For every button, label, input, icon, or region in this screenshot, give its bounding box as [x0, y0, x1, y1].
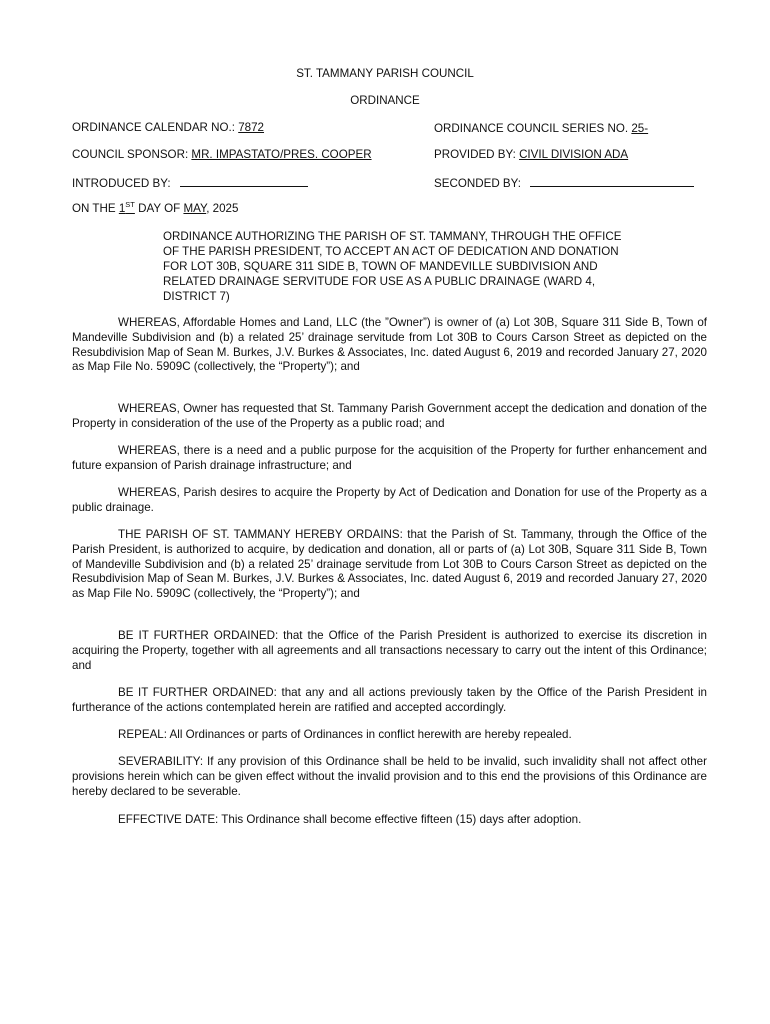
seconded-label: SECONDED BY: — [434, 177, 521, 190]
date-year: , 2025 — [206, 202, 239, 215]
calendar-number — [72, 121, 264, 134]
paragraph-whereas-1: WHEREAS, Affordable Homes and Land, LLC (the ”Owner”) is owner of (a) Lot 30B, Square 311 Side B, Town of Mandeville Subdivision and (b) a related 25’ drainage servitude from Lot 30B to Cours Carson Street as depicted on the Resubdivision Map of Sean M. Burkes, J.V. Burkes & Associates, Inc. dated August 6, 2019 and recorded January 27, 2020 as Map File No. 5909C (collectively, the “Property”); and — [72, 316, 707, 374]
series-number — [434, 121, 686, 135]
introduced-blank-line — [180, 175, 308, 187]
seconded-by — [434, 175, 694, 190]
adoption-date: ON THE 1ST DAY OF MAY, 2025 — [72, 200, 239, 215]
paragraph-further-ordained-1: BE IT FURTHER ORDAINED: that the Office of the Parish President is authorized to exercise its discretion in acquiring the Property, together with all agreements and all transactions necessary to carry out the intent of this Ordinance; and — [72, 629, 707, 672]
date-day: 1ST — [118, 200, 135, 215]
council-sponsor — [72, 148, 372, 161]
paragraph-ordains: THE PARISH OF ST. TAMMANY HEREBY ORDAINS: that the Parish of St. Tammany, through the Office of the Parish President, is authorized to acquire, by dedication and donation, all or parts of (a) Lot 30B, Square 311 Side B, Town of Mandeville Subdivision and (b) a related 25’ drainage servitude from Lot 30B to Cours Carson Street as depicted on the Resubdivision Map of Sean M. Burkes, J.V. Burkes & Associates, Inc. dated August 6, 2019 and recorded January 27, 2020 as Map File No. 5909C (collectively, the “Property”); and — [72, 528, 707, 601]
paragraph-whereas-4: WHEREAS, Parish desires to acquire the Property by Act of Dedication and Donation for use of the Property as a public drainage. — [72, 486, 707, 514]
sponsor-value: MR. IMPASTATO/PRES. COOPER — [191, 148, 372, 161]
paragraph-severability: SEVERABILITY: If any provision of this Ordinance shall be held to be invalid, such invalidity shall not affect other provisions herein which can be given effect without the invalid provision and to this end the provisions of this Ordinance are hereby declared to be severable. — [72, 755, 707, 798]
introduced-label: INTRODUCED BY: — [72, 177, 171, 190]
provided-value: CIVIL DIVISION ADA — [519, 148, 629, 161]
date-month: MAY — [183, 202, 207, 215]
ordinance-title: ORDINANCE AUTHORIZING THE PARISH OF ST. TAMMANY, THROUGH THE OFFICE OF THE PARISH PRESIDENT, TO ACCEPT AN ACT OF DEDICATION AND DONATION FOR LOT 30B, SQUARE 311 SIDE B, TOWN OF MANDEVILLE SUBDIVISION AND RELATED DRAINAGE SERVITUDE FOR USE AS A PUBLIC DRAINAGE (WARD 4, DISTRICT 7) — [163, 230, 622, 303]
seconded-blank-line — [530, 175, 694, 187]
paragraph-whereas-3: WHEREAS, there is a need and a public purpose for the acquisition of the Property for further enhancement and future expansion of Parish drainage infrastructure; and — [72, 444, 707, 472]
document-type-heading: ORDINANCE — [350, 94, 420, 107]
paragraph-effective-date: EFFECTIVE DATE: This Ordinance shall become effective fifteen (15) days after adoption. — [118, 813, 582, 826]
calendar-label: ORDINANCE CALENDAR NO.: — [72, 121, 235, 134]
provided-label: PROVIDED BY: — [434, 148, 516, 161]
paragraph-repeal: REPEAL: All Ordinances or parts of Ordinances in conflict herewith are hereby repealed. — [118, 728, 572, 741]
series-label: ORDINANCE COUNCIL SERIES NO. — [434, 122, 629, 135]
paragraph-whereas-2: WHEREAS, Owner has requested that St. Tammany Parish Government accept the dedication and donation of the Property in consideration of the use of the Property as a public road; and — [72, 402, 707, 430]
provided-by — [434, 148, 628, 161]
sponsor-label: COUNCIL SPONSOR: — [72, 148, 189, 161]
introduced-by — [72, 175, 308, 190]
calendar-value: 7872 — [238, 121, 265, 134]
series-value: 25- — [631, 122, 649, 135]
paragraph-further-ordained-2: BE IT FURTHER ORDAINED: that any and all actions previously taken by the Office of the Parish President in furtherance of the actions contemplated herein are ratified and accepted accordingly. — [72, 686, 707, 714]
council-heading: ST. TAMMANY PARISH COUNCIL — [296, 67, 474, 80]
